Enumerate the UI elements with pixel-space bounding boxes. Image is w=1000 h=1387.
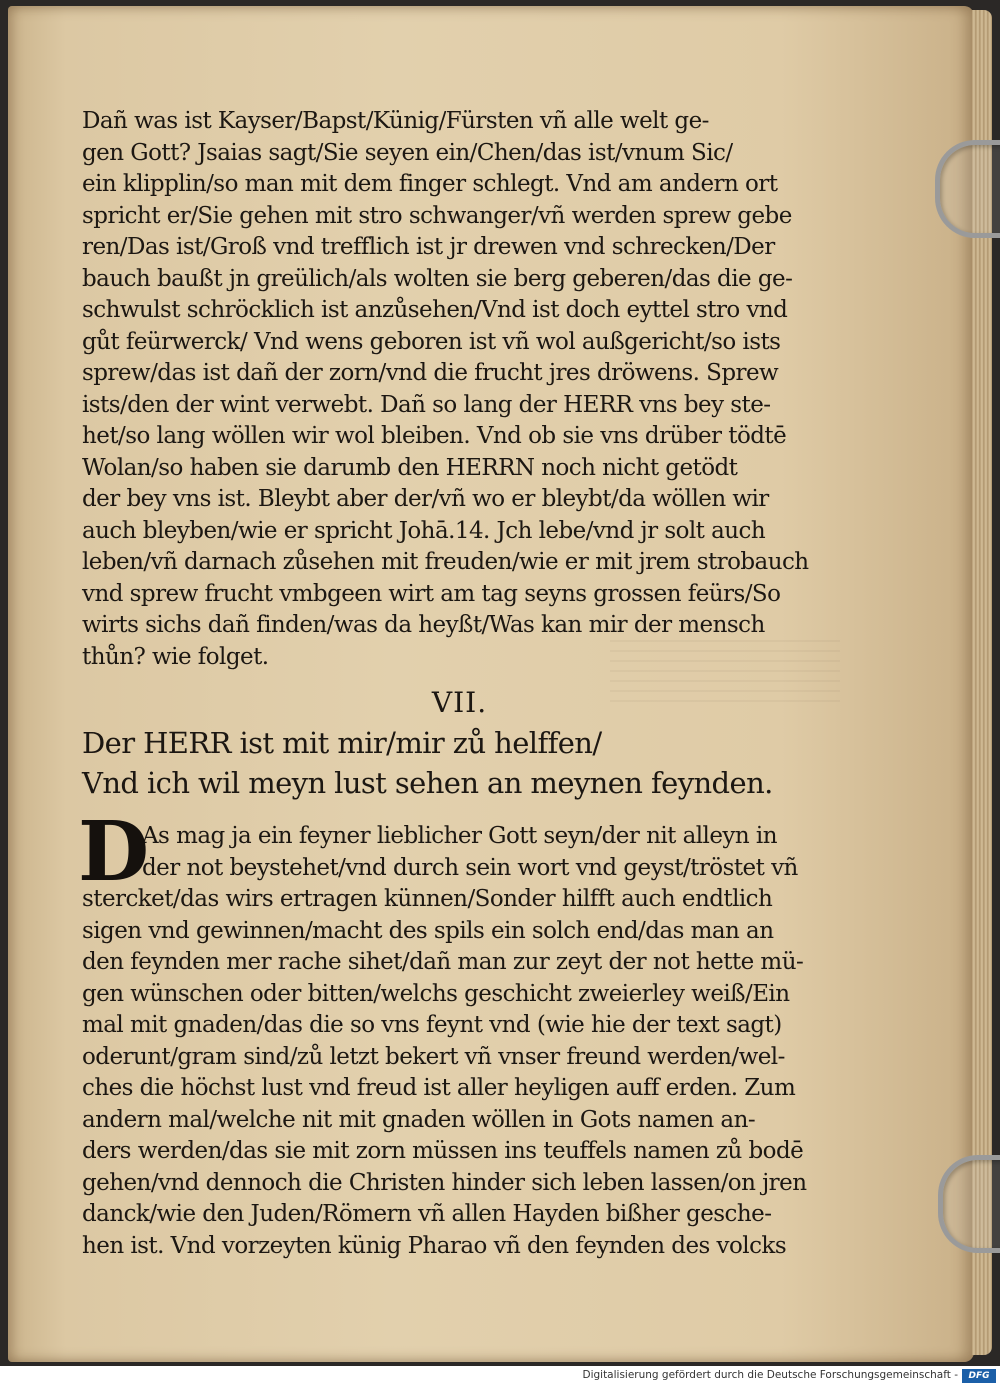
paragraph-2 xyxy=(78,804,827,1262)
text-line: Dañ was ist Kayser/Bapst/Künig/Fürsten vñ alle welt ge- xyxy=(82,108,709,134)
page-text xyxy=(78,106,827,1262)
text-line: sprew/das ist dañ der zorn/vnd die frucht jres dröwens. Sprew xyxy=(82,360,779,386)
text-line: stercket/das wirs ertragen künnen/Sonder hilfft auch endtlich xyxy=(82,886,773,912)
text-line: ein klipplin/so man mit dem finger schlegt. Vnd am andern ort xyxy=(82,171,778,197)
text-line: wirts sichs dañ finden/was da heyßt/Was kan mir der mensch xyxy=(82,612,765,638)
verse-heading xyxy=(82,723,827,803)
paragraph-1 xyxy=(82,106,827,673)
text-line: bauch baußt jn greülich/als wolten sie berg geberen/das die ge- xyxy=(82,265,793,292)
text-line: gehen/vnd dennoch die Christen hinder sich leben lassen/on jren xyxy=(82,1169,807,1196)
paragraph-2-body xyxy=(82,884,827,1262)
text-line: andern mal/welche nit mit gnaden wöllen in Gots namen an- xyxy=(82,1106,756,1133)
section-number: VII. xyxy=(431,686,488,719)
text-line: gen Gott? Jsaias sagt/Sie seyen ein/Chen/das ist/vnum Sic/ xyxy=(82,139,733,166)
text-line: leben/vñ darnach zůsehen mit freuden/wie er mit jrem strobauch xyxy=(82,549,809,575)
text-line: der bey vns ist. Bleybt aber der/vñ wo er bleybt/da wöllen wir xyxy=(82,486,769,512)
text-line: vnd sprew frucht vmbgeen wirt am tag seyns grossen feürs/So xyxy=(82,580,781,607)
text-line: schwulst schröcklich ist anzůsehen/Vnd ist doch eyttel stro vnd xyxy=(82,297,788,323)
text-line: gen wünschen oder bitten/welchs geschicht zweierley weiß/Ein xyxy=(82,980,790,1007)
footer-credit: Digitalisierung gefördert durch die Deutsche Forschungsgemeinschaft - xyxy=(582,1369,958,1381)
text-line: danck/wie den Juden/Römern vñ allen Hayden bißher gesche- xyxy=(82,1201,772,1227)
digitization-footer xyxy=(0,1366,1000,1387)
text-line: den feynden mer rache sihet/dañ man zur zeyt der not hette mü- xyxy=(82,949,804,975)
metal-clasp-bottom xyxy=(938,1155,1000,1253)
text-line: ders werden/das sie mit zorn müssen ins teuffels namen zů bodē xyxy=(82,1138,804,1164)
text-line: der not beystehet/vnd durch sein wort vnd geyst/tröstet vñ xyxy=(142,854,798,881)
text-line: ren/Das ist/Groß vnd trefflich ist jr drewen vnd schrecken/Der xyxy=(82,234,775,260)
text-line: ches die höchst lust vnd freud ist aller heyligen auff erden. Zum xyxy=(82,1075,796,1101)
text-line: As mag ja ein feyner lieblicher Gott seyn/der nit alleyn in xyxy=(142,823,777,849)
text-line: het/so lang wöllen wir wol bleiben. Vnd ob sie vns drüber tödtē xyxy=(82,423,787,449)
text-line: gůt feürwerck/ Vnd wens geboren ist vñ wol außgericht/so ists xyxy=(82,328,781,355)
text-line: sigen vnd gewinnen/macht des spils ein solch end/das man an xyxy=(82,917,774,944)
dfg-logo: DFG xyxy=(962,1369,996,1383)
text-line: thůn? wie folget. xyxy=(82,643,269,670)
text-line: Wolan/so haben sie darumb den HERRN noch nicht getödt xyxy=(82,454,738,481)
verse-line: Der HERR ist mit mir/mir zů helffen/ xyxy=(82,726,602,760)
text-line: mal mit gnaden/das die so vns feynt vnd (wie hie der text sagt) xyxy=(82,1012,782,1038)
verse-line: Vnd ich wil meyn lust sehen an meynen feynden. xyxy=(82,766,773,800)
text-line: auch bleyben/wie er spricht Johā.14. Jch lebe/vnd jr solt auch xyxy=(82,517,766,544)
text-line: spricht er/Sie gehen mit stro schwanger/vñ werden sprew gebe xyxy=(82,202,792,229)
text-line: ists/den der wint verwebt. Dañ so lang der HERR vns bey ste- xyxy=(82,391,771,418)
drop-cap-initial: D xyxy=(78,804,150,900)
metal-clasp-top xyxy=(935,140,1000,238)
text-line: oderunt/gram sind/zů letzt bekert vñ vnser freund werden/wel- xyxy=(82,1043,785,1070)
text-line: hen ist. Vnd vorzeyten künig Pharao vñ den feynden des volcks xyxy=(82,1232,787,1259)
